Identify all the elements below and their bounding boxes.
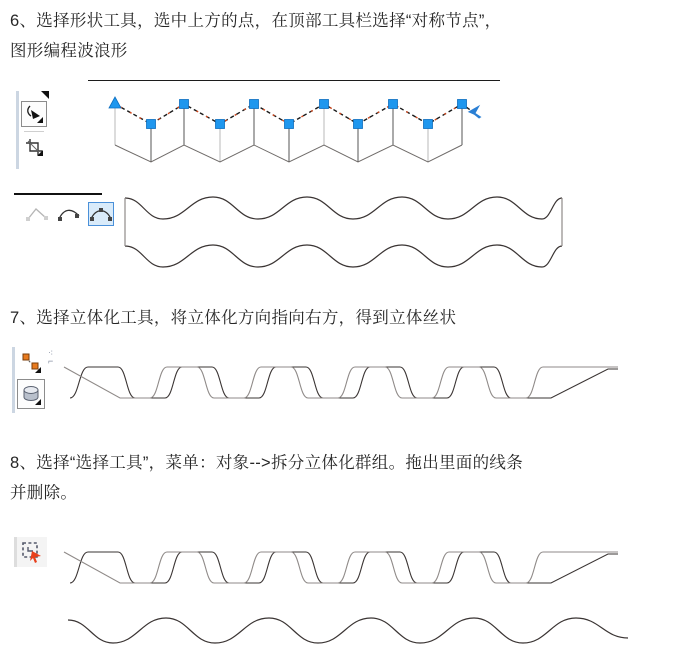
shape-tool-cursor xyxy=(467,104,482,119)
toolbox-corner-marker xyxy=(41,91,49,99)
cusp-node-icon xyxy=(25,205,49,223)
selected-node xyxy=(285,120,294,129)
symmetrical-node-button[interactable] xyxy=(88,202,114,226)
pick-toolbox xyxy=(14,537,47,567)
toolbar-drag-handle-icon[interactable]: ⁖ ⌐ xyxy=(48,348,54,366)
selected-node xyxy=(147,120,156,129)
crop-tool-icon xyxy=(24,137,44,157)
selected-node xyxy=(424,120,433,129)
step-6-text xyxy=(10,6,501,66)
start-node-marker xyxy=(109,97,121,108)
cusp-node-button[interactable] xyxy=(24,202,50,226)
selected-node xyxy=(216,120,225,129)
step-6-line-2: 图形编程波浪形 xyxy=(10,42,128,60)
smooth-node-icon xyxy=(57,205,81,223)
braid-strand-back xyxy=(64,552,618,583)
figure-single-wave xyxy=(58,608,638,653)
figure-zigzag-with-nodes xyxy=(90,85,505,180)
selected-node xyxy=(180,100,189,109)
figure-extruded-braid xyxy=(58,357,623,407)
extrude-tool-icon xyxy=(19,382,43,406)
blend-tool-icon xyxy=(20,351,42,375)
blend-tool-button[interactable] xyxy=(20,351,42,375)
effects-toolbox xyxy=(12,347,47,413)
step-8-line-1: 8、选择“选择工具”，菜单：对象-->拆分立体化群组。拖出里面的线条 xyxy=(10,454,523,472)
figure-wavy-band xyxy=(115,192,570,277)
selection-marquee-icon[interactable] xyxy=(20,540,44,564)
symmetrical-node-icon xyxy=(89,205,113,223)
selected-node xyxy=(389,100,398,109)
figure-extruded-braid-copy xyxy=(58,542,623,592)
shape-tool-icon xyxy=(23,103,45,125)
shape-tool-button[interactable] xyxy=(21,101,47,127)
step-8-text xyxy=(10,448,523,508)
braid-strand-back xyxy=(64,367,618,398)
selected-node xyxy=(320,100,329,109)
shape-toolbox xyxy=(16,91,49,169)
selected-node xyxy=(250,100,259,109)
braid-strand-front xyxy=(70,367,618,398)
extrude-tool-button[interactable] xyxy=(17,379,45,409)
separator-line xyxy=(88,80,500,81)
selected-node xyxy=(354,120,363,129)
step-6-line-1: 6、选择形状工具，选中上方的点，在顶部工具栏选择“对称节点”， xyxy=(10,12,502,30)
step-7-line-1: 7、选择立体化工具，将立体化方向指向右方，得到立体丝状 xyxy=(10,309,457,327)
braid-strand-front xyxy=(70,552,618,583)
step-7-text xyxy=(10,303,456,333)
toolbox-divider xyxy=(24,131,44,132)
smooth-node-button[interactable] xyxy=(56,202,82,226)
step-8-line-2: 并删除。 xyxy=(10,484,78,502)
node-type-bar xyxy=(14,193,102,231)
crop-tool-button[interactable] xyxy=(23,136,45,158)
selected-node xyxy=(458,100,467,109)
